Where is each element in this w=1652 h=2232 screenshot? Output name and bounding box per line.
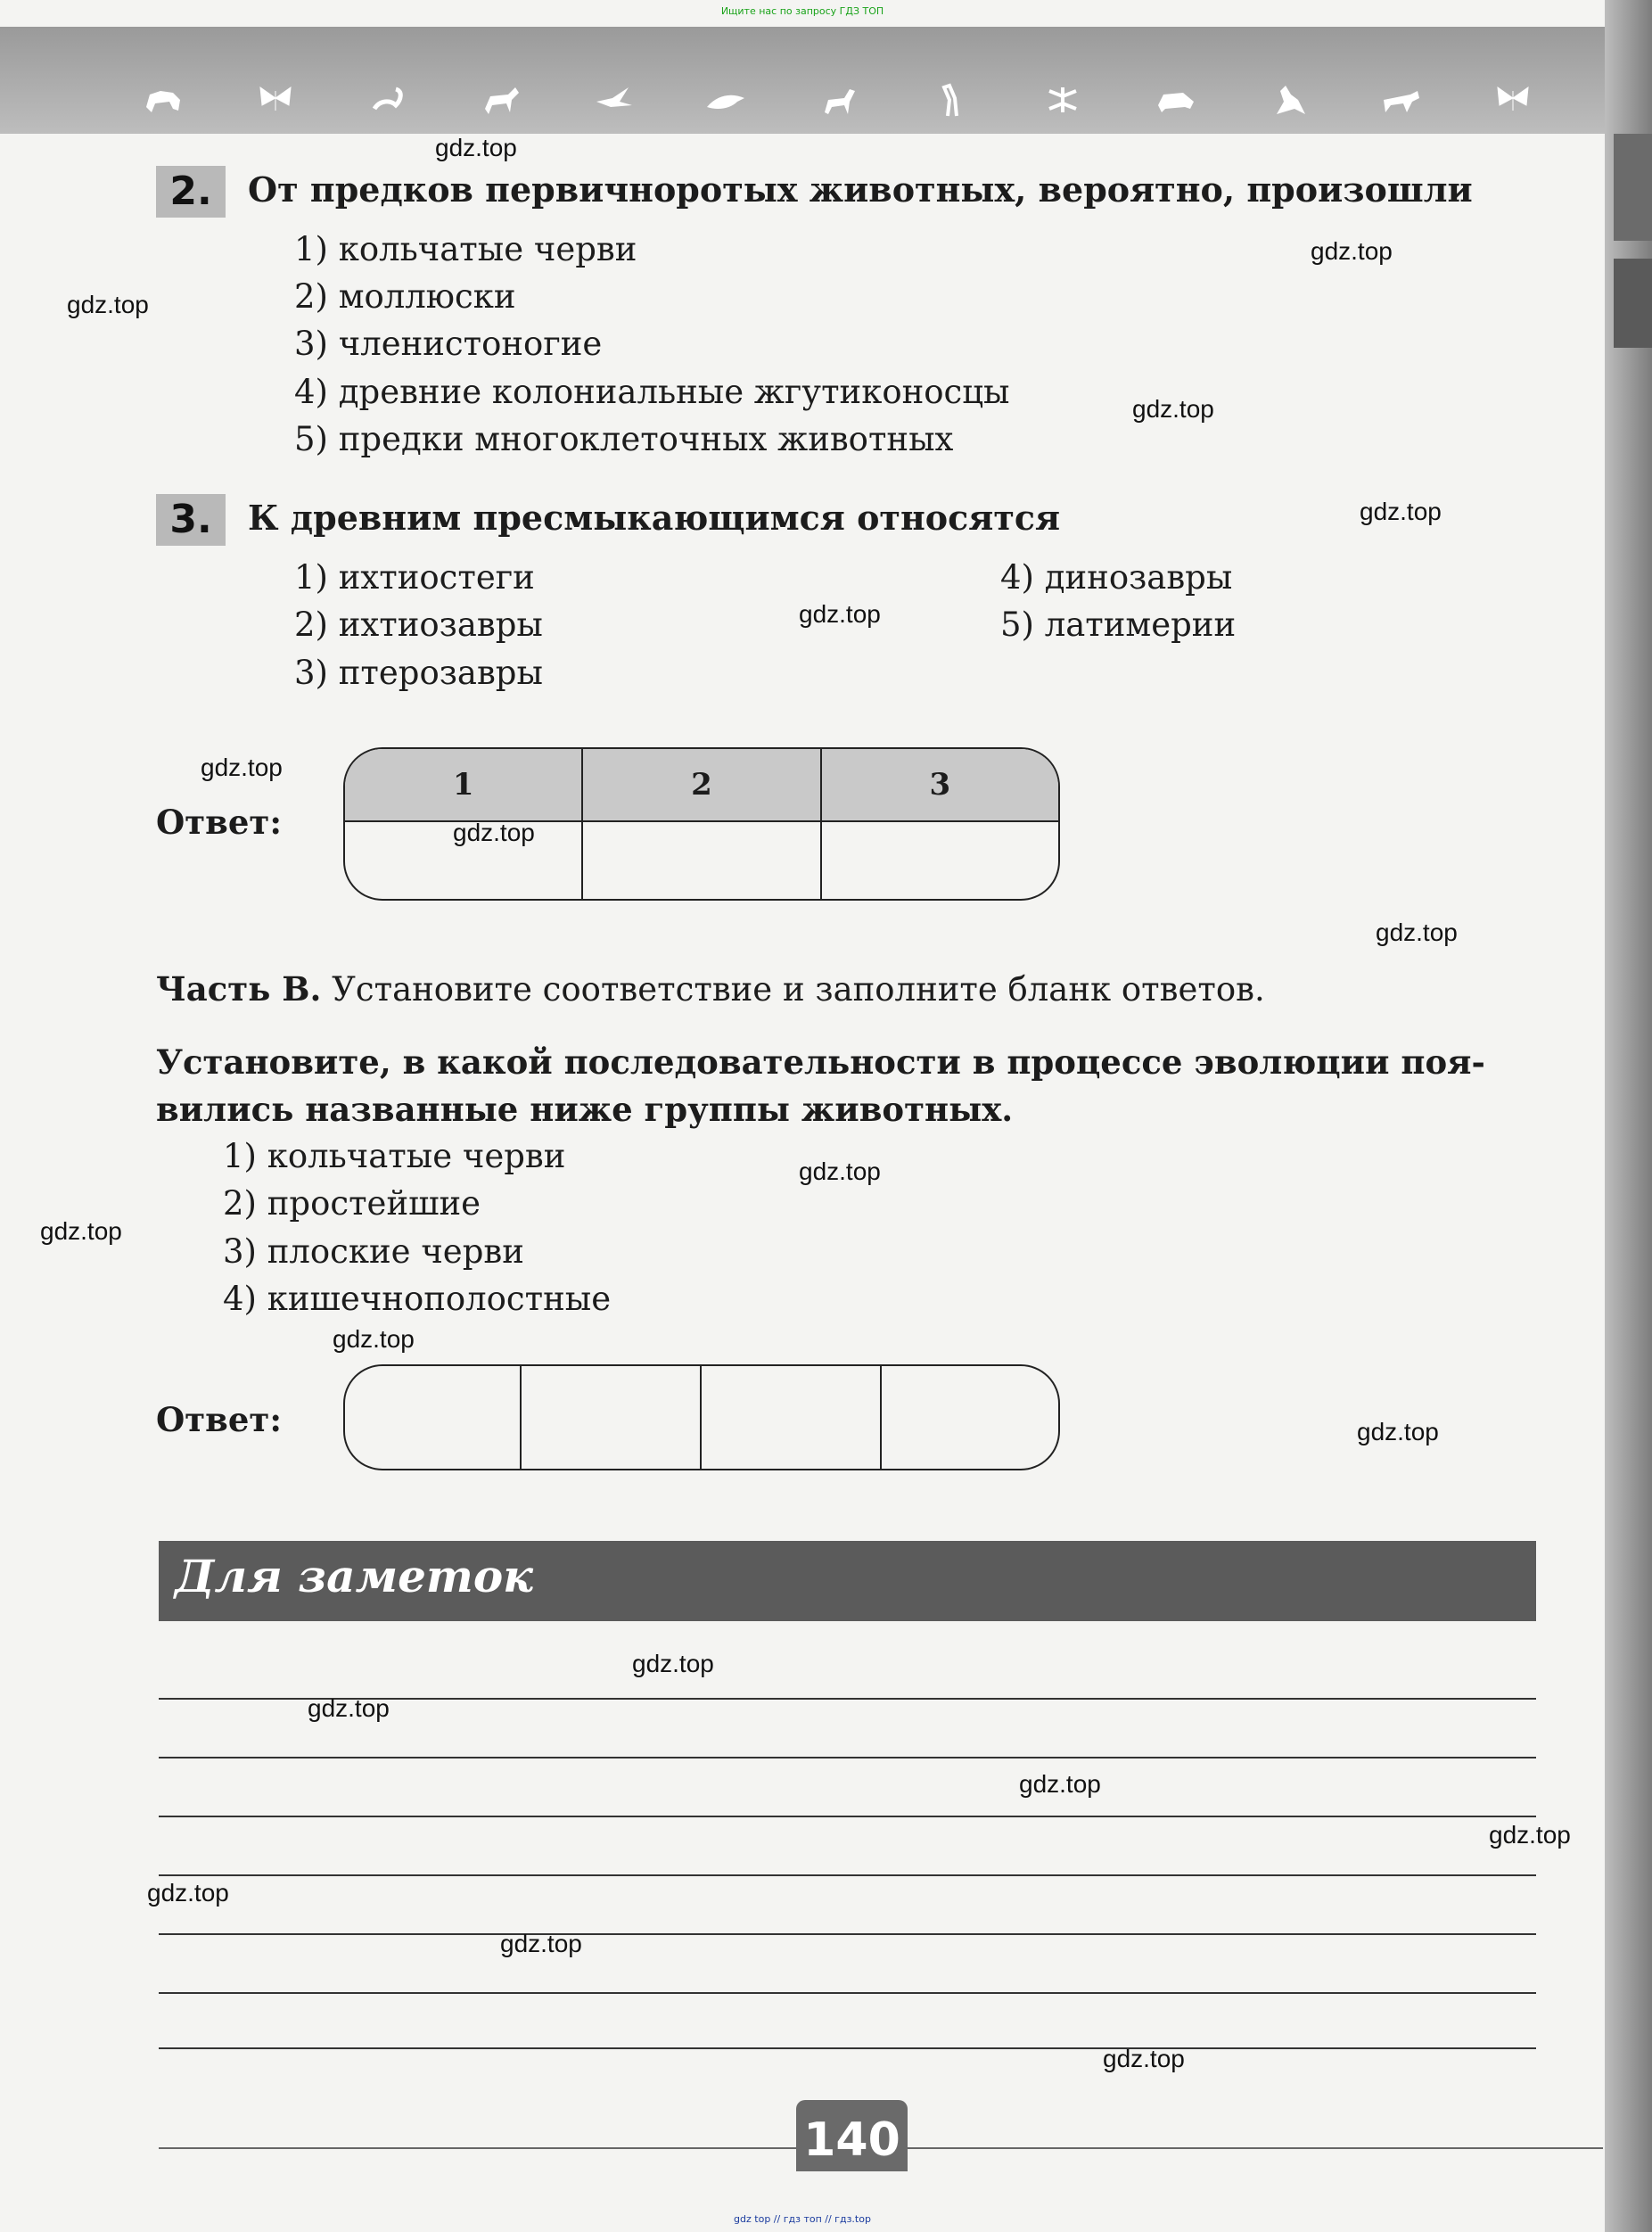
answer-column	[820, 749, 1058, 899]
answer-cell[interactable]	[822, 822, 1058, 899]
part-b-task-line: вились названные ниже группы животных.	[156, 1090, 1014, 1129]
notes-title: Для заметок	[175, 1550, 534, 1602]
answer-header: 1	[345, 749, 581, 822]
q3-option: 5) латимерии	[1000, 605, 1237, 644]
note-line	[159, 1757, 1536, 1758]
answer-cell[interactable]	[882, 1366, 1058, 1469]
q2-option: 4) древние колониальные жгутиконосцы	[294, 373, 1010, 411]
part-b-instruction: Установите соответствие и заполните бланк ответов.	[332, 970, 1265, 1009]
answer-cell[interactable]	[522, 1366, 700, 1469]
animal-silhouette-row	[143, 82, 1533, 118]
butterfly-icon	[255, 82, 296, 118]
question-2-number: 2.	[156, 166, 226, 218]
watermark: gdz.top	[1103, 2045, 1185, 2072]
edge-tab	[1614, 259, 1652, 348]
answer-column	[700, 1366, 880, 1469]
deer-icon	[818, 82, 859, 118]
watermark: gdz.top	[799, 600, 881, 628]
q3-answer-table	[343, 747, 1060, 901]
bottom-note: gdz top // гдз топ // гдз.top	[734, 2213, 871, 2225]
dog-icon	[1380, 82, 1421, 118]
part-b-option: 3) плоские черви	[223, 1232, 524, 1271]
answer-cell[interactable]	[702, 1366, 880, 1469]
page-number: 140	[796, 2100, 908, 2171]
top-note: Ищите нас по запросу ГДЗ ТОП	[720, 5, 884, 17]
answer-column	[520, 1366, 700, 1469]
q2-option: 2) моллюски	[294, 277, 516, 316]
note-line	[159, 1992, 1536, 1994]
note-line	[159, 1816, 1536, 1817]
q3-option: 3) птерозавры	[294, 654, 543, 692]
part-b-task-line: Установите, в какой последовательности в процессе эволюции поя-	[156, 1042, 1485, 1082]
answer-column	[581, 749, 819, 899]
watermark: gdz.top	[333, 1325, 415, 1353]
watermark: gdz.top	[1132, 395, 1214, 423]
watermark: gdz.top	[500, 1930, 582, 1957]
answer-column	[880, 1366, 1058, 1469]
q2-option: 3) членистоногие	[294, 325, 603, 363]
answer-column	[345, 1366, 520, 1469]
answer-cell[interactable]	[583, 822, 819, 899]
q3-option: 2) ихтиозавры	[294, 605, 543, 644]
watermark: gdz.top	[435, 134, 517, 161]
watermark: gdz.top	[1019, 1770, 1101, 1798]
boar-icon	[1155, 82, 1196, 118]
watermark: gdz.top	[40, 1217, 122, 1245]
part-b-heading	[156, 968, 1265, 1011]
watermark: gdz.top	[1360, 498, 1442, 525]
part-b-option: 2) простейшие	[223, 1184, 481, 1223]
note-line	[159, 1933, 1536, 1935]
bird-icon	[593, 82, 634, 118]
q2-option: 5) предки многоклеточных животных	[294, 420, 954, 458]
watermark: gdz.top	[453, 819, 535, 846]
watermark: gdz.top	[1376, 918, 1458, 946]
watermark: gdz.top	[1489, 1821, 1571, 1849]
notes-header	[159, 1541, 1536, 1621]
part-b-answer-label: Ответ:	[156, 1400, 282, 1439]
answer-header: 2	[583, 749, 819, 822]
q3-answer-label: Ответ:	[156, 803, 282, 842]
q3-option: 4) динозавры	[1000, 558, 1233, 597]
watermark: gdz.top	[308, 1694, 390, 1722]
note-line	[159, 1874, 1536, 1876]
part-b-answer-table	[343, 1364, 1060, 1470]
answer-cell[interactable]	[345, 1366, 520, 1469]
watermark: gdz.top	[201, 754, 283, 781]
question-2-text: От предков первичноротых животных, вероятно, произошли	[248, 169, 1473, 210]
question-3-number: 3.	[156, 494, 226, 546]
insect-icon	[1042, 82, 1083, 118]
watermark: gdz.top	[1311, 237, 1393, 265]
heron-icon	[930, 82, 971, 118]
answer-header: 3	[822, 749, 1058, 822]
dolphin-icon	[705, 82, 746, 118]
q3-option: 1) ихтиостеги	[294, 558, 535, 597]
scorpion-icon	[367, 82, 408, 118]
watermark: gdz.top	[632, 1650, 714, 1677]
page-edge-strip	[1605, 0, 1652, 2232]
butterfly-icon	[1492, 82, 1533, 118]
q2-option: 1) кольчатые черви	[294, 230, 637, 268]
decorative-header-band	[0, 27, 1605, 134]
watermark: gdz.top	[67, 291, 149, 318]
edge-tab	[1614, 134, 1652, 241]
watermark: gdz.top	[799, 1157, 881, 1185]
watermark: gdz.top	[1357, 1418, 1439, 1445]
watermark: gdz.top	[147, 1879, 229, 1907]
horse-icon	[480, 82, 521, 118]
bison-icon	[143, 82, 184, 118]
note-line	[159, 2047, 1536, 2049]
part-b-option: 1) кольчатые черви	[223, 1137, 566, 1175]
kangaroo-icon	[1268, 82, 1309, 118]
part-b-option: 4) кишечнополостные	[223, 1280, 612, 1318]
question-3-text: К древним пресмыкающимся относятся	[248, 498, 1061, 538]
part-b-title: Часть В.	[156, 969, 322, 1009]
